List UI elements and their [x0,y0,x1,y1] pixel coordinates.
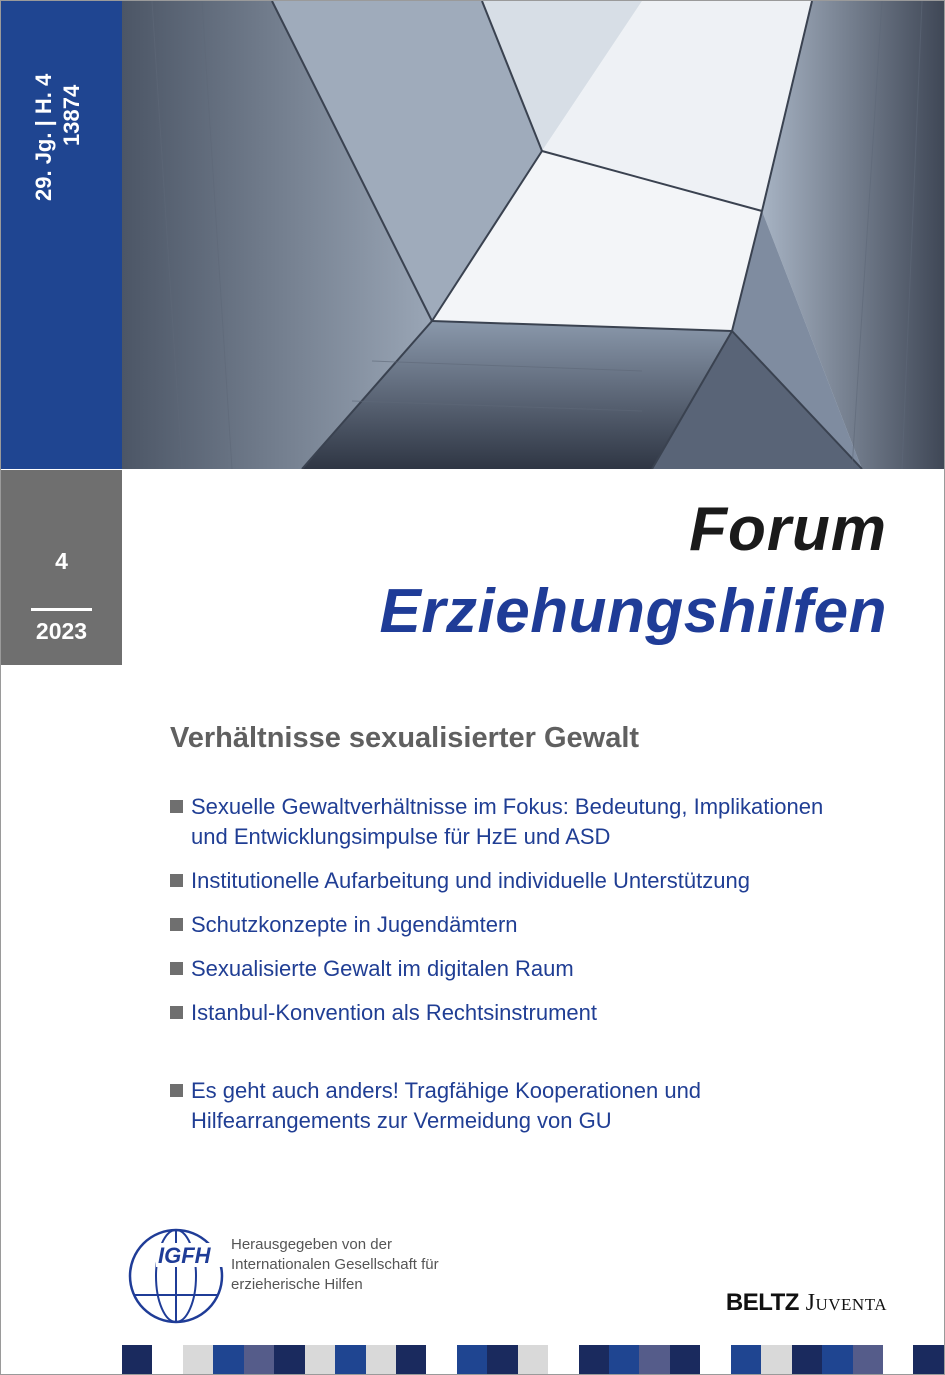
bullet-square-icon [170,962,183,975]
title-forum: Forum [689,495,887,564]
issue-year: 2023 [35,618,88,644]
architecture-photo [122,1,944,469]
topic-line: Hilfearrangements zur Vermeidung von GU [191,1108,612,1133]
topic-line: Istanbul-Konvention als Rechtsinstrument [191,1000,597,1025]
stripe-block [396,1345,426,1374]
topic-line: Es geht auch anders! Tragfähige Kooperationen und [191,1078,702,1103]
stripe-block [761,1345,791,1374]
stripe-block [639,1345,669,1374]
stripe-block [244,1345,274,1374]
issue-box [1,470,122,665]
title-erziehungshilfen: Erziehungshilfen [379,577,887,646]
igfh-logo-icon [120,1225,232,1327]
publisher-line: erzieherische Hilfen [231,1276,363,1293]
topic-line: Schutzkonzepte in Jugendämtern [191,912,518,937]
topic-line: Sexualisierte Gewalt im digitalen Raum [191,956,574,981]
stripe-block [822,1345,852,1374]
issue-theme: Verhältnisse sexualisierter Gewalt [170,722,640,754]
stripe-block [853,1345,883,1374]
stripe-block [305,1345,335,1374]
stripe-block [152,1345,182,1374]
topic-list [170,792,910,1150]
stripe-block [335,1345,365,1374]
stripe-block [548,1345,578,1374]
stripe-block [274,1345,304,1374]
stripe-block [487,1345,517,1374]
topic-item [170,998,910,1028]
bullet-square-icon [170,800,183,813]
stripe-block [700,1345,730,1374]
stripe-block [579,1345,609,1374]
stripe-block [426,1345,456,1374]
issue-divider [31,608,92,611]
stripe-block [913,1345,943,1374]
imprint-rest: Juventa [805,1290,887,1316]
bullet-square-icon [170,918,183,931]
stripe-block [792,1345,822,1374]
stripe-block [213,1345,243,1374]
spine-text [1,1,122,469]
color-stripe [122,1345,944,1374]
stripe-block [609,1345,639,1374]
topic-item [170,792,910,852]
topic-item [170,954,910,984]
article-number-label: 13874 [59,84,84,146]
volume-issue-label: 29. Jg. | H. 4 [31,73,56,201]
stripe-block [457,1345,487,1374]
stripe-block [122,1345,152,1374]
publisher-info [231,1235,439,1295]
bullet-square-icon [170,1084,183,1097]
stripe-block [883,1345,913,1374]
bullet-square-icon [170,874,183,887]
logo-text: IGFH [158,1243,211,1268]
stripe-block [183,1345,213,1374]
stripe-block [518,1345,548,1374]
topic-line: Sexuelle Gewaltverhältnisse im Fokus: Bedeutung, Implikationen [191,794,824,819]
topic-item [170,910,910,940]
cover-photo [122,1,944,469]
publisher-line: Internationalen Gesellschaft für [231,1256,439,1273]
stripe-block [731,1345,761,1374]
topic-line: Institutionelle Aufarbeitung und individuelle Unterstützung [191,868,750,893]
spine-band [1,1,122,469]
publisher-line: Herausgegeben von der [231,1236,392,1253]
imprint-bold: BELTZ [725,1289,799,1316]
stripe-block [670,1345,700,1374]
topic-item [170,866,910,896]
bullet-square-icon [170,1006,183,1019]
issue-number: 4 [55,548,68,574]
extra-topic-item [170,1076,910,1136]
stripe-block [366,1345,396,1374]
topic-line: und Entwicklungsimpulse für HzE und ASD [191,824,611,849]
beltz-juventa-logo [726,1289,887,1317]
